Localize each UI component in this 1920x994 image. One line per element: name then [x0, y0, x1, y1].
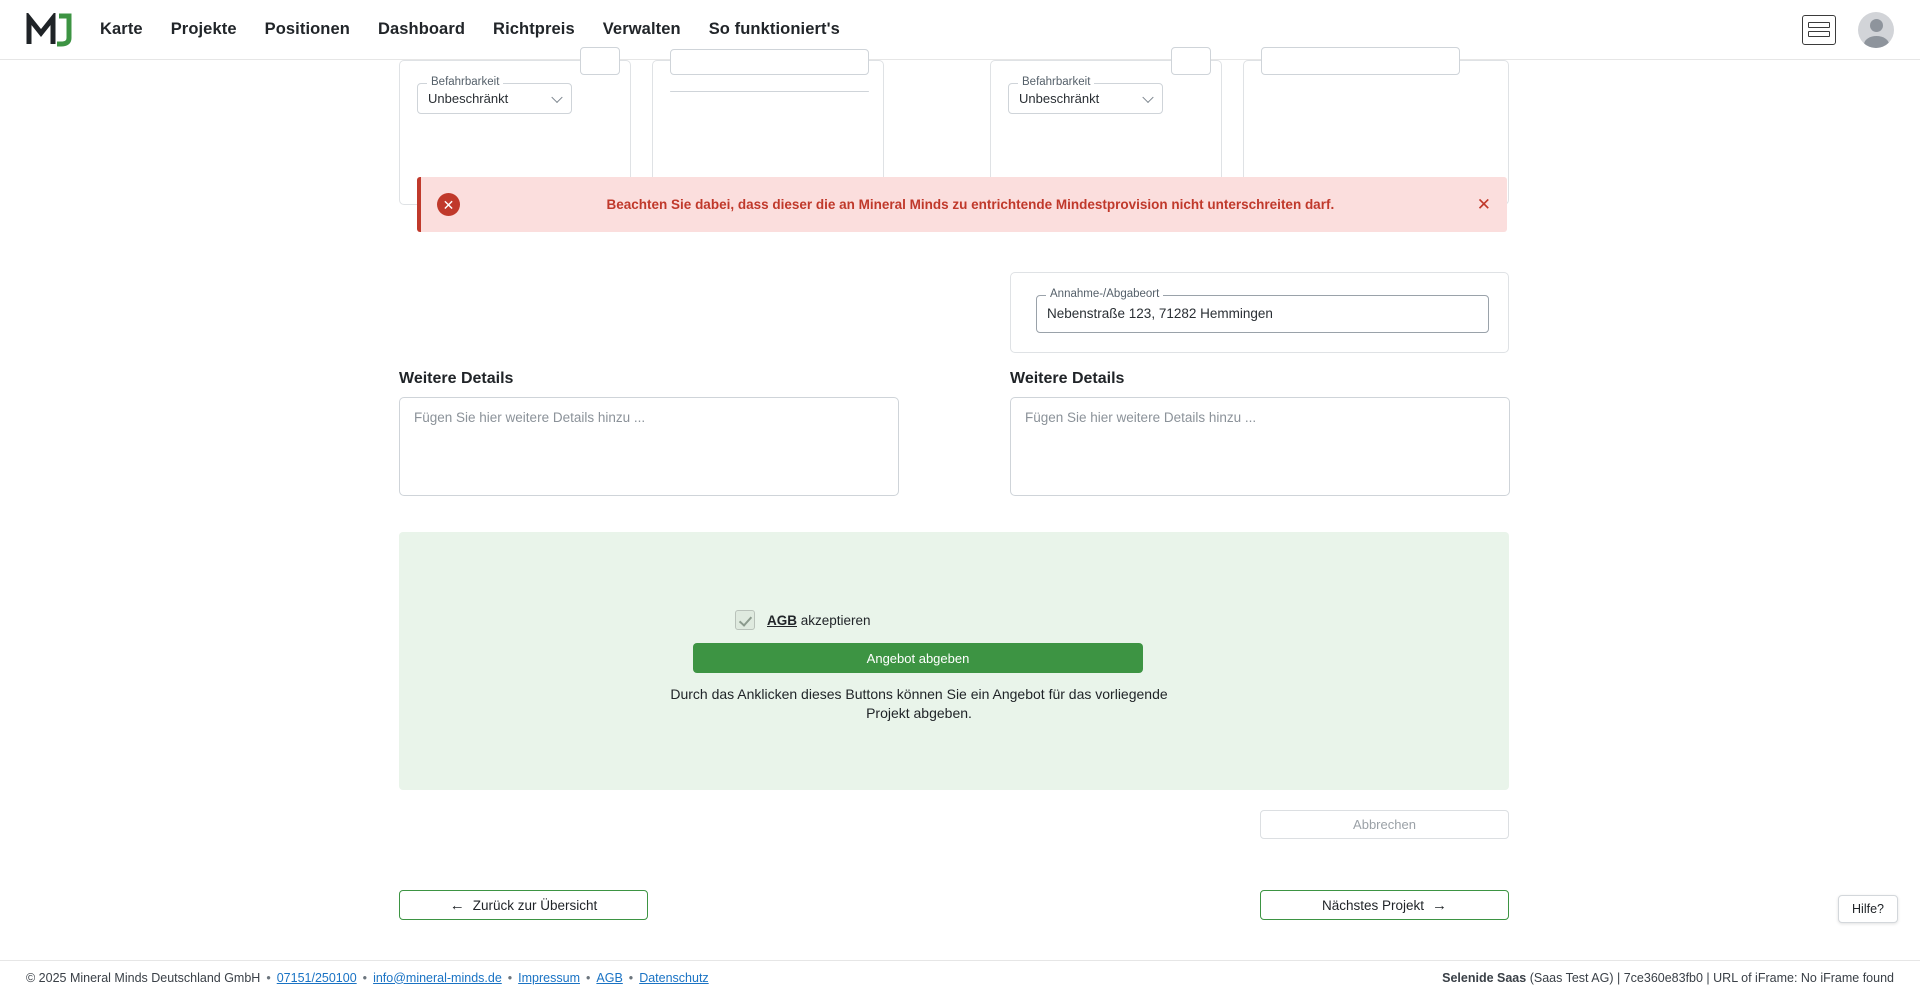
submit-offer-panel — [399, 532, 1509, 790]
befahrbarkeit-value-left: Unbeschränkt — [428, 91, 509, 106]
next-project-button[interactable] — [1260, 890, 1509, 920]
details-textarea-right[interactable] — [1010, 397, 1510, 496]
footer-environment-info — [1442, 971, 1894, 985]
footer-copyright: © 2025 Mineral Minds Deutschland GmbH — [26, 970, 261, 985]
details-textarea-left[interactable] — [399, 397, 899, 496]
footer — [0, 960, 1920, 994]
befahrbarkeit-field-right[interactable] — [1008, 76, 1163, 114]
nav-item-richtpreis[interactable]: Richtpreis — [493, 20, 575, 38]
nav-item-dashboard[interactable]: Dashboard — [377, 20, 466, 38]
footer-separator: • — [362, 970, 368, 985]
nav-item-karte[interactable]: Karte — [100, 20, 143, 38]
page-body — [0, 60, 1920, 994]
arrow-left-icon: ← — [449, 896, 465, 914]
details-title-left: Weitere Details — [399, 370, 514, 387]
alert-message: Beachten Sie dabei, dass dieser die an Mineral Minds zu entrichtende Mindestprovision nicht unterschreiten darf. — [606, 197, 1335, 212]
error-circle-icon: ✕ — [437, 193, 460, 216]
footer-link-impressum[interactable]: Impressum — [518, 970, 580, 985]
submit-offer-button[interactable]: Angebot abgeben — [693, 643, 1143, 673]
help-widget-button[interactable]: Hilfe? — [1838, 895, 1898, 923]
footer-separator: • — [586, 970, 591, 985]
back-to-overview-button[interactable] — [399, 890, 648, 920]
befahrbarkeit-legend-right: Befahrbarkeit — [1018, 76, 1094, 88]
mineral-minds-logo-icon[interactable] — [26, 13, 72, 47]
nav-item-positionen[interactable]: Positionen — [264, 20, 350, 38]
address-legend: Annahme-/Abgabeort — [1046, 288, 1163, 300]
footer-email-link[interactable]: info@mineral-minds.de — [373, 970, 502, 985]
back-to-overview-label: Zurück zur Übersicht — [472, 897, 598, 913]
nav-item-projekte[interactable]: Projekte — [170, 20, 237, 38]
address-value: Nebenstraße 123, 71282 Hemmingen — [1047, 306, 1273, 321]
close-icon[interactable]: ✕ — [1476, 195, 1491, 214]
details-placeholder-right: Fügen Sie hier weitere Details hinzu ... — [1025, 410, 1257, 425]
secondary-field-right[interactable] — [1171, 47, 1211, 75]
header-actions — [1802, 12, 1894, 48]
details-title-right: Weitere Details — [1010, 370, 1125, 387]
main-nav — [100, 20, 840, 39]
nav-item-verwalten[interactable]: Verwalten — [602, 20, 681, 38]
agb-label — [767, 613, 871, 628]
footer-phone-link[interactable]: 07151/250100 — [276, 970, 357, 985]
server-icon[interactable] — [1802, 15, 1836, 45]
footer-separator: • — [628, 970, 634, 985]
address-input[interactable] — [1036, 288, 1489, 333]
cancel-button[interactable]: Abbrechen — [1260, 810, 1509, 839]
footer-tenant-details: (Saas Test AG) | 7ce360e83fb0 | URL of iFrame: No iFrame found — [1529, 970, 1894, 985]
arrow-right-icon: → — [1432, 896, 1448, 914]
input-field-fourth[interactable] — [1261, 47, 1460, 75]
top-navigation-bar — [0, 0, 1920, 60]
agb-text: akzeptieren — [800, 612, 871, 628]
agb-link[interactable]: AGB — [767, 612, 797, 628]
next-project-label: Nächstes Projekt — [1321, 897, 1425, 913]
agb-row — [735, 610, 871, 630]
befahrbarkeit-value-right: Unbeschränkt — [1019, 91, 1100, 106]
befahrbarkeit-field-left[interactable] — [417, 76, 572, 114]
footer-link-datenschutz[interactable]: Datenschutz — [639, 970, 709, 985]
footer-link-agb[interactable]: AGB — [596, 970, 623, 985]
input-field-second-top[interactable] — [670, 49, 869, 75]
secondary-field-left[interactable] — [580, 47, 620, 75]
submit-note: Durch das Anklicken dieses Buttons können Sie ein Angebot für das vorliegende Projekt abgeben. — [670, 686, 1168, 721]
footer-separator: • — [266, 970, 271, 985]
befahrbarkeit-legend-left: Befahrbarkeit — [427, 76, 503, 88]
nav-item-so-funktionierts[interactable]: So funktioniert's — [708, 20, 840, 38]
warning-alert — [417, 177, 1507, 232]
agb-checkbox[interactable] — [735, 610, 755, 630]
input-field-second[interactable] — [670, 91, 869, 92]
pickup-dropoff-card — [1010, 272, 1509, 353]
details-placeholder-left: Fügen Sie hier weitere Details hinzu ... — [414, 410, 646, 425]
footer-separator: • — [507, 970, 513, 985]
footer-tenant-name: Selenide Saas — [1442, 970, 1527, 985]
avatar[interactable] — [1858, 12, 1894, 48]
